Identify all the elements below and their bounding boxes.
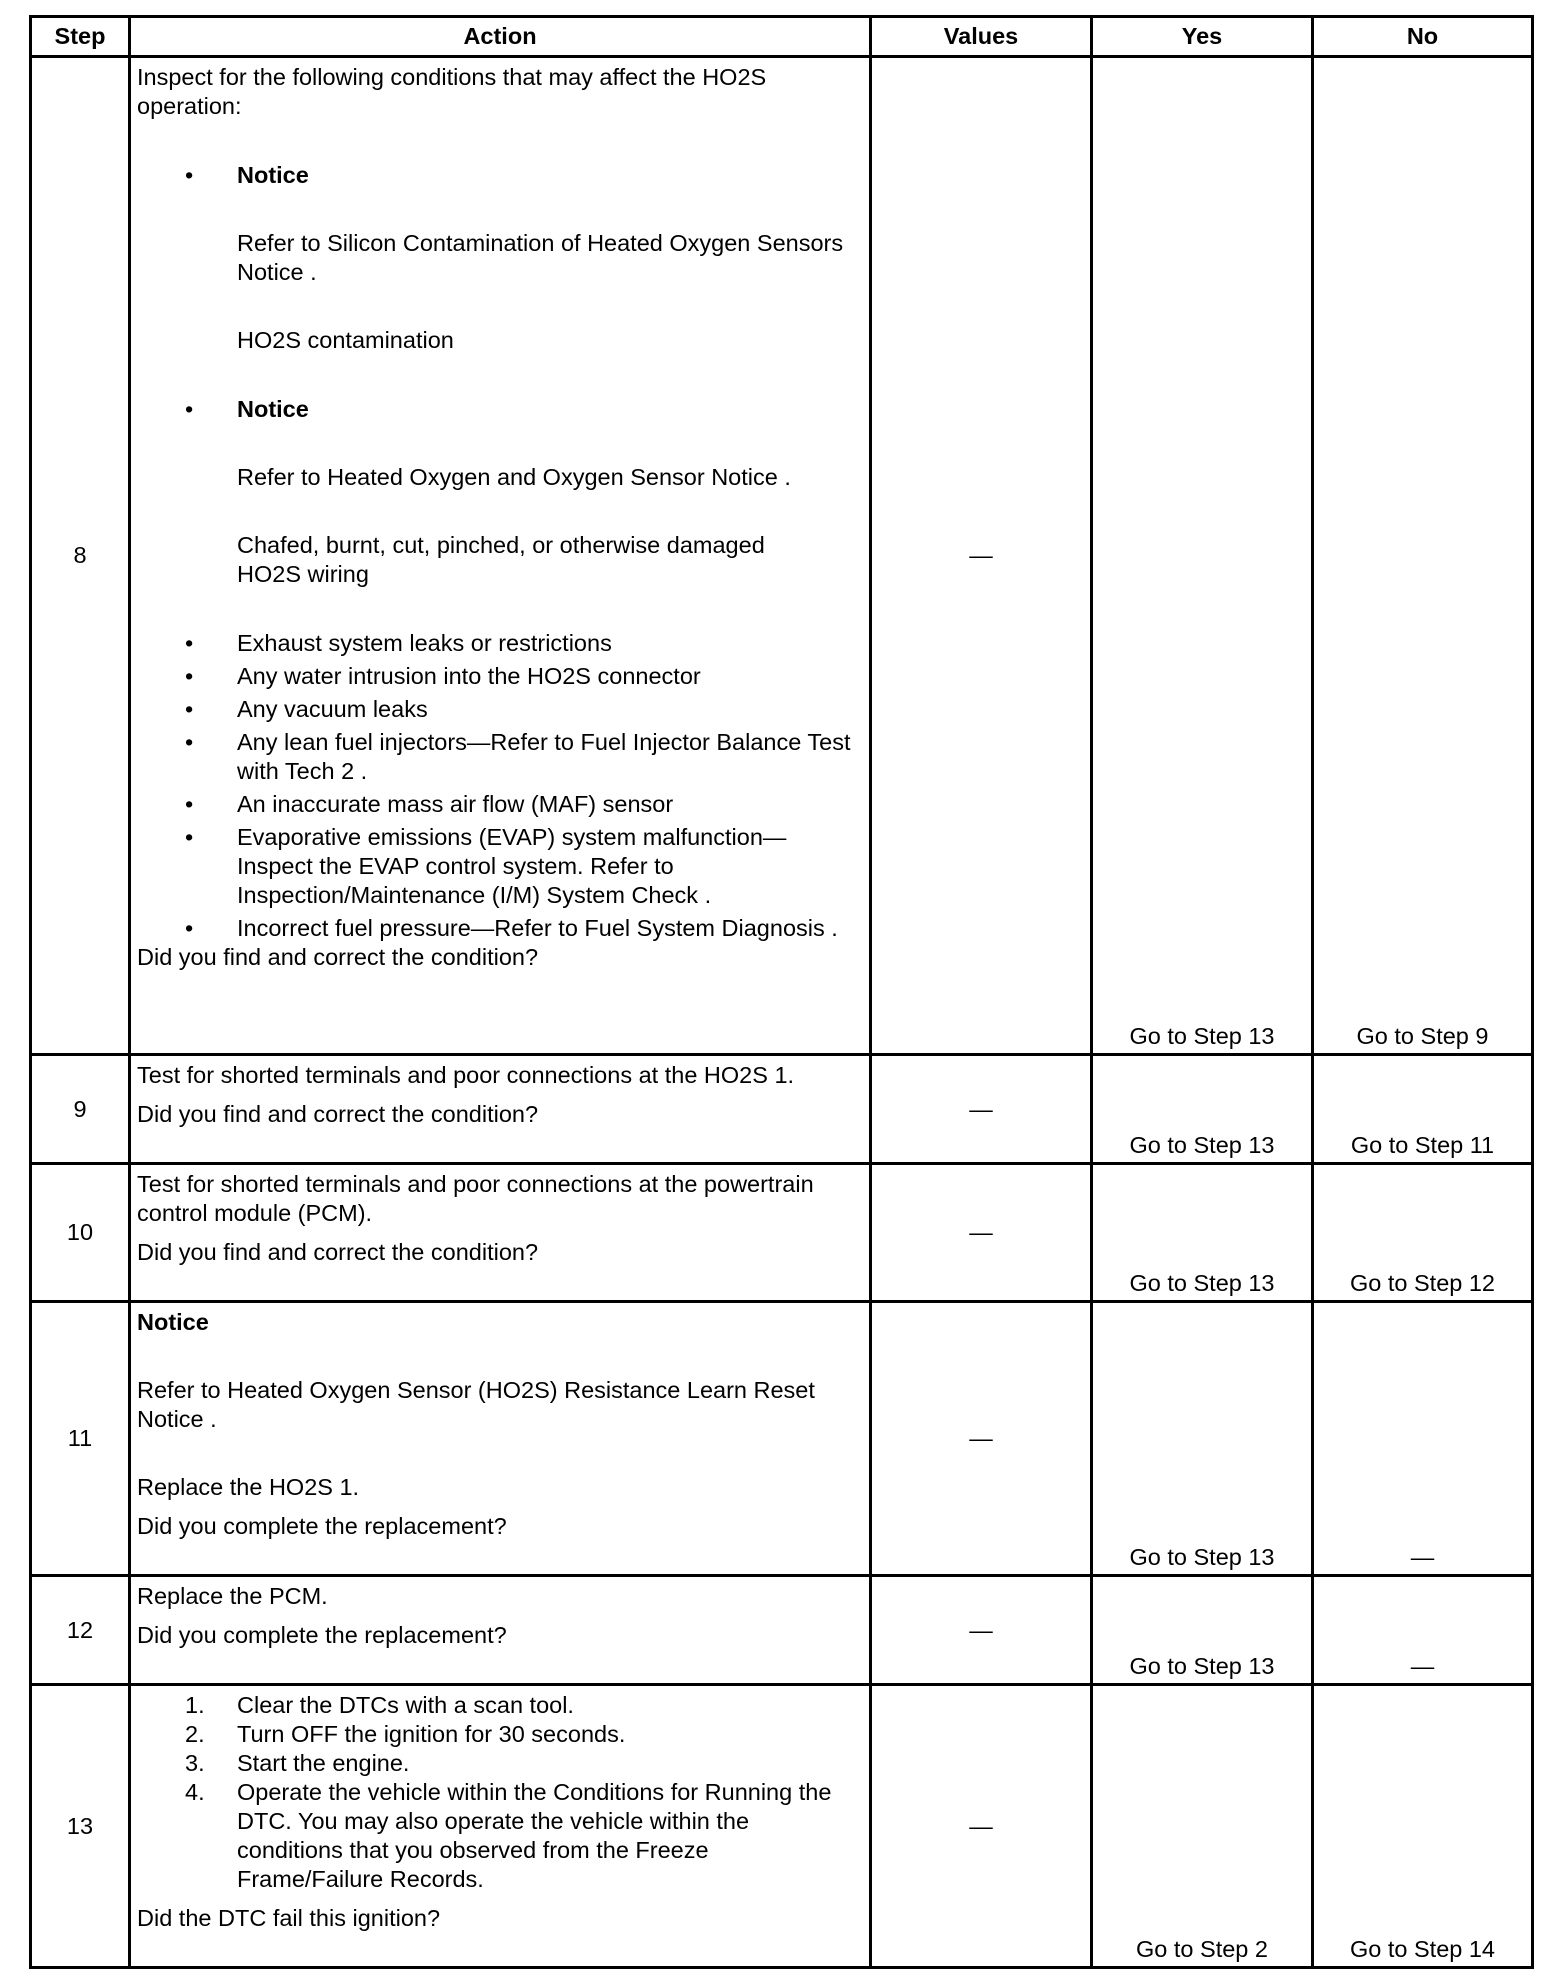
- list-number: 3.: [185, 1750, 205, 1776]
- step-number: 13: [31, 1685, 130, 1968]
- values-cell: —: [871, 1055, 1092, 1164]
- notice-reference: Refer to Silicon Contamination of Heated Oxygen Sensors Notice .: [237, 230, 844, 285]
- header-row: [31, 17, 1533, 57]
- notice-reference: Refer to Heated Oxygen and Oxygen Sensor Notice .: [237, 464, 791, 490]
- action-text: Test for shorted terminals and poor connections at the HO2S 1.: [137, 1062, 795, 1088]
- yes-cell: Go to Step 13: [1092, 1164, 1313, 1302]
- list-item: • Evaporative emissions (EVAP) system malfunction—Inspect the EVAP control system. Refer to Inspection/Maintenance (I/M) System Check .: [137, 823, 865, 910]
- list-item: • Any water intrusion into the HO2S connector: [137, 662, 865, 691]
- values-cell: —: [871, 1302, 1092, 1576]
- action-question: Did you find and correct the condition?: [137, 944, 539, 970]
- action-question: Did you complete the replacement?: [137, 1513, 507, 1539]
- action-text: Test for shorted terminals and poor connections at the powertrain control module (PCM).: [137, 1171, 814, 1226]
- header-action: Action: [130, 17, 871, 57]
- list-item: [137, 1691, 865, 1720]
- no-cell: Go to Step 11: [1313, 1055, 1533, 1164]
- values-cell: —: [871, 1685, 1092, 1968]
- notice-title: • Notice: [237, 162, 309, 188]
- action-cell: [130, 1685, 871, 1968]
- table-row-step-10: [31, 1164, 1533, 1302]
- no-cell: —: [1313, 1576, 1533, 1685]
- action-question: Did the DTC fail this ignition?: [137, 1905, 441, 1931]
- action-question: Did you find and correct the condition?: [137, 1239, 539, 1265]
- header-yes: Yes: [1092, 17, 1313, 57]
- list-item: [137, 1749, 865, 1778]
- action-cell: [130, 1164, 871, 1302]
- step-number: 12: [31, 1576, 130, 1685]
- notice-title: Notice: [137, 1309, 209, 1335]
- table-row-step-9: [31, 1055, 1533, 1164]
- header-no: No: [1313, 17, 1533, 57]
- list-number: 1.: [185, 1692, 205, 1718]
- condition-list: [137, 629, 865, 943]
- action-cell: [130, 1055, 871, 1164]
- action-cell: [130, 1576, 871, 1685]
- step-number: 9: [31, 1055, 130, 1164]
- action-text: Replace the HO2S 1.: [137, 1474, 360, 1500]
- list-text: Start the engine.: [237, 1750, 410, 1776]
- list-text: Operate the vehicle within the Conditions for Running the DTC. You may also operate the vehicle within the conditions that you observed from the Freeze Frame/Failure Records.: [237, 1779, 832, 1892]
- values-cell: —: [871, 1576, 1092, 1685]
- table-row-step-8: [31, 57, 1533, 1055]
- condition-text: Chafed, burnt, cut, pinched, or otherwise damaged HO2S wiring: [237, 532, 765, 587]
- yes-cell: Go to Step 13: [1092, 1302, 1313, 1576]
- action-question: Did you find and correct the condition?: [137, 1101, 539, 1127]
- header-step: Step: [31, 17, 130, 57]
- notice-title: • Notice: [237, 396, 309, 422]
- yes-cell: Go to Step 2: [1092, 1685, 1313, 1968]
- values-cell: —: [871, 1164, 1092, 1302]
- yes-cell: Go to Step 13: [1092, 1055, 1313, 1164]
- list-item: • Exhaust system leaks or restrictions: [137, 629, 865, 658]
- list-item: • Any vacuum leaks: [137, 695, 865, 724]
- list-item: [137, 395, 865, 589]
- header-values: Values: [871, 17, 1092, 57]
- action-cell: [130, 1302, 871, 1576]
- procedure-list: [137, 1691, 865, 1894]
- condition-text: HO2S contamination: [237, 327, 454, 353]
- list-text: Turn OFF the ignition for 30 seconds.: [237, 1721, 626, 1747]
- diagnostic-table-document: [29, 15, 1534, 1969]
- no-cell: Go to Step 9: [1313, 57, 1533, 1055]
- list-item: • Any lean fuel injectors—Refer to Fuel Injector Balance Test with Tech 2 .: [137, 728, 865, 786]
- no-cell: Go to Step 14: [1313, 1685, 1533, 1968]
- no-cell: —: [1313, 1302, 1533, 1576]
- list-item: [137, 1778, 865, 1894]
- list-item: [137, 161, 865, 355]
- action-text: Replace the PCM.: [137, 1583, 328, 1609]
- notice-reference: Refer to Heated Oxygen Sensor (HO2S) Resistance Learn Reset Notice .: [137, 1377, 815, 1432]
- action-question: Did you complete the replacement?: [137, 1622, 507, 1648]
- list-item: [137, 1720, 865, 1749]
- list-text: Clear the DTCs with a scan tool.: [237, 1692, 574, 1718]
- table-row-step-13: [31, 1685, 1533, 1968]
- no-cell: Go to Step 12: [1313, 1164, 1533, 1302]
- step-number: 11: [31, 1302, 130, 1576]
- table-row-step-11: [31, 1302, 1533, 1576]
- table-row-step-12: [31, 1576, 1533, 1685]
- action-cell: [130, 57, 871, 1055]
- yes-cell: Go to Step 13: [1092, 1576, 1313, 1685]
- list-item: • Incorrect fuel pressure—Refer to Fuel System Diagnosis .: [137, 914, 865, 943]
- action-intro: Inspect for the following conditions that may affect the HO2S operation:: [137, 64, 767, 119]
- step-number: 8: [31, 57, 130, 1055]
- notice-list: [137, 161, 865, 589]
- diagnostic-table: [29, 15, 1534, 1969]
- list-item: • An inaccurate mass air flow (MAF) sensor: [137, 790, 865, 819]
- yes-cell: Go to Step 13: [1092, 57, 1313, 1055]
- list-number: 2.: [185, 1721, 205, 1747]
- list-number: 4.: [185, 1779, 205, 1805]
- values-cell: —: [871, 57, 1092, 1055]
- step-number: 10: [31, 1164, 130, 1302]
